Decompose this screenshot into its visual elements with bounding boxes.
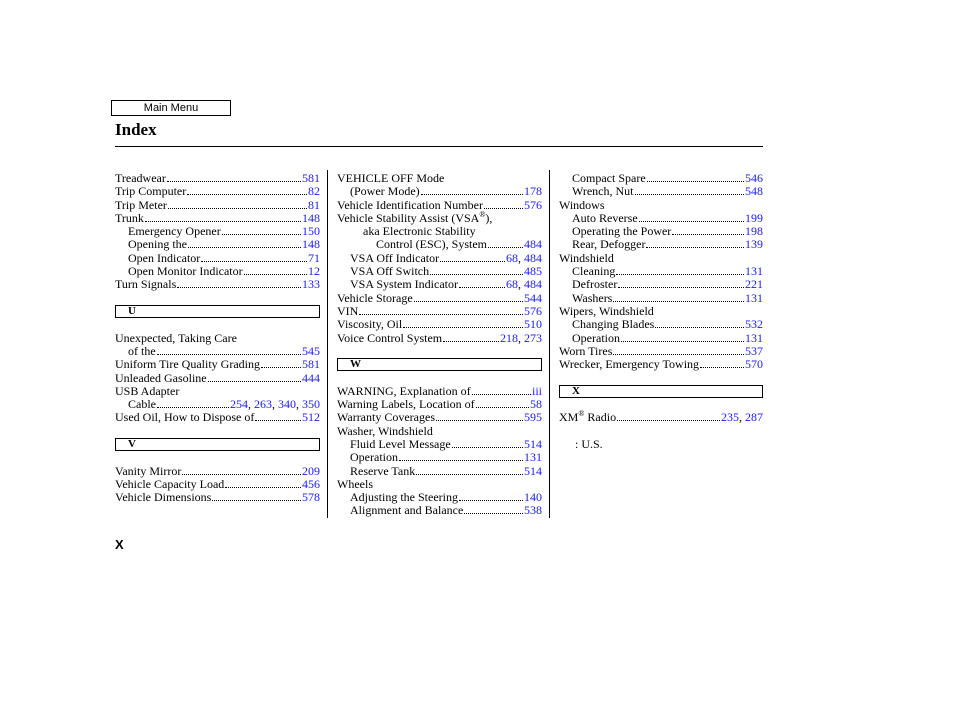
dot-leader xyxy=(436,411,523,421)
entry-text: Open Monitor Indicator xyxy=(128,264,243,278)
dot-leader xyxy=(430,265,523,275)
page-link[interactable]: 484 xyxy=(524,237,542,251)
page-link[interactable]: 570 xyxy=(745,357,763,371)
index-entry-wrench-nut xyxy=(572,185,763,198)
entry-text: Emergency Opener xyxy=(128,224,221,238)
page-link[interactable]: 484 xyxy=(524,251,542,265)
page-link[interactable]: 350 xyxy=(302,397,320,411)
page-link[interactable]: 150 xyxy=(302,224,320,238)
page-link[interactable]: 209 xyxy=(302,464,320,478)
dot-leader xyxy=(484,199,523,209)
dot-leader xyxy=(672,225,744,235)
entry-text: Trunk xyxy=(115,211,144,225)
page-link[interactable]: 576 xyxy=(524,198,542,212)
entry-text: Wipers, Windshield xyxy=(559,304,654,318)
entry-text: Alignment and Balance xyxy=(350,503,464,517)
index-entry-vsa-system-indicator: VSA System Indicator 68, 484 xyxy=(350,277,542,291)
index-entry-xm-radio: XM® Radio 235, 287 xyxy=(559,409,763,424)
column-divider-1 xyxy=(327,170,328,518)
index-entry-wrecker-emergency-towing xyxy=(559,358,763,371)
entry-text: (Power Mode) xyxy=(350,184,420,198)
dot-leader xyxy=(145,212,301,222)
dot-leader xyxy=(440,252,505,262)
page-link[interactable]: 131 xyxy=(745,331,763,345)
entry-text: aka Electronic Stability xyxy=(363,224,476,238)
section-header-u: U xyxy=(115,305,320,318)
dot-leader xyxy=(157,398,229,408)
main-menu-button[interactable]: Main Menu xyxy=(111,100,231,116)
page-link[interactable]: 544 xyxy=(524,291,542,305)
entry-text: of the xyxy=(128,344,156,358)
dot-leader xyxy=(459,278,505,288)
entry-text: VSA Off Indicator xyxy=(350,251,440,265)
entry-text: Operation xyxy=(572,331,620,345)
entry-text: Adjusting the Steering xyxy=(350,490,458,504)
index-entry-vsa-off-indicator: VSA Off Indicator 68, 484 xyxy=(350,251,542,265)
dot-leader xyxy=(459,491,523,501)
entry-text: VSA System Indicator xyxy=(350,277,458,291)
entry-text: Warranty Coverages xyxy=(337,410,435,424)
entry-text: Vehicle Capacity Load xyxy=(115,477,225,491)
entry-text: Used Oil, How to Dispose of xyxy=(115,410,255,424)
page-link[interactable]: 133 xyxy=(302,277,320,291)
entry-text: Washer, Windshield xyxy=(337,424,433,438)
title-divider xyxy=(115,146,763,147)
dot-leader xyxy=(488,238,523,248)
index-entry-defroster xyxy=(572,278,763,291)
section-header-v: V xyxy=(115,438,320,451)
page-link[interactable]: 68 xyxy=(506,251,518,265)
entry-text: Unexpected, Taking Care xyxy=(115,331,237,345)
dot-leader xyxy=(188,238,301,248)
entry-text: Vehicle Stability Assist (VSA®), xyxy=(337,210,493,225)
page-link[interactable]: 548 xyxy=(745,184,763,198)
dot-leader xyxy=(403,318,523,328)
dot-leader xyxy=(177,278,301,288)
dot-leader xyxy=(187,185,307,195)
index-entry-esc-system xyxy=(376,238,542,251)
dot-leader xyxy=(416,465,523,475)
page-link[interactable]: 340 xyxy=(278,397,296,411)
index-entry-power-mode xyxy=(350,185,542,198)
dot-leader xyxy=(157,345,301,355)
entry-text: Viscosity, Oil xyxy=(337,317,403,331)
entry-text: Windows xyxy=(559,198,605,212)
page-link[interactable]: 131 xyxy=(745,264,763,278)
index-entry-washer-operation xyxy=(350,451,542,464)
footnote-us: : U.S. xyxy=(575,437,603,451)
page-link[interactable]: 140 xyxy=(524,490,542,504)
page-link[interactable]: 538 xyxy=(524,503,542,517)
entry-text: Vanity Mirror xyxy=(115,464,182,478)
dot-leader xyxy=(617,411,720,421)
dot-leader xyxy=(452,438,523,448)
dot-leader xyxy=(399,451,523,461)
page-link[interactable]: 263 xyxy=(254,397,272,411)
entry-text: Auto Reverse xyxy=(572,211,638,225)
index-entry-changing-blades xyxy=(572,318,763,331)
page-link[interactable]: 131 xyxy=(745,291,763,305)
dot-leader xyxy=(613,292,744,302)
entry-text: Control (ESC), System xyxy=(376,237,488,251)
page-link[interactable]: 131 xyxy=(524,450,542,464)
dot-leader xyxy=(639,212,744,222)
page-link[interactable]: 514 xyxy=(524,437,542,451)
dot-leader xyxy=(621,332,744,342)
dot-leader xyxy=(421,185,523,195)
index-entry-reserve-tank xyxy=(350,465,542,478)
page-link[interactable]: 546 xyxy=(745,171,763,185)
page-link[interactable]: 595 xyxy=(524,410,542,424)
page-link[interactable]: 178 xyxy=(524,184,542,198)
entry-text: Wrench, Nut xyxy=(572,184,634,198)
entry-text: Compact Spare xyxy=(572,171,646,185)
entry-text: Reserve Tank xyxy=(350,464,416,478)
index-entry-trip-meter xyxy=(115,199,320,212)
index-entry-opening-the xyxy=(128,238,320,251)
entry-text: Washers xyxy=(572,291,613,305)
entry-text: Voice Control System xyxy=(337,331,443,345)
entry-text: WARNING, Explanation of xyxy=(337,384,471,398)
dot-leader xyxy=(618,278,744,288)
page-link[interactable]: 148 xyxy=(302,237,320,251)
dot-leader xyxy=(255,411,301,421)
dot-leader xyxy=(414,292,523,302)
page-link[interactable]: 273 xyxy=(524,331,542,345)
page-link[interactable]: 139 xyxy=(745,237,763,251)
page-link[interactable]: 71 xyxy=(308,251,320,265)
page-link[interactable]: 581 xyxy=(302,171,320,185)
page-link[interactable]: 512 xyxy=(302,410,320,424)
page-link[interactable]: 199 xyxy=(745,211,763,225)
page-link[interactable]: 510 xyxy=(524,317,542,331)
dot-leader xyxy=(212,491,301,501)
entry-text: Operating the Power xyxy=(572,224,672,238)
entry-text: Windshield xyxy=(559,251,614,265)
entry-text: VSA Off Switch xyxy=(350,264,430,278)
dot-leader xyxy=(244,265,307,275)
page-link[interactable]: 82 xyxy=(308,184,320,198)
index-entry-alignment-and-balance xyxy=(350,504,542,517)
page-link[interactable]: 537 xyxy=(745,344,763,358)
page-link[interactable]: 578 xyxy=(302,490,320,504)
entry-text: Worn Tires xyxy=(559,344,613,358)
page-link[interactable]: 12 xyxy=(308,264,320,278)
entry-text: Rear, Defogger xyxy=(572,237,646,251)
dot-leader xyxy=(359,305,523,315)
entry-text: Treadwear xyxy=(115,171,166,185)
page-link[interactable]: 198 xyxy=(745,224,763,238)
entry-text: USB Adapter xyxy=(115,384,180,398)
entry-text: VEHICLE OFF Mode xyxy=(337,171,445,185)
index-entry-used-oil xyxy=(115,411,320,424)
dot-leader xyxy=(476,398,529,408)
entry-text: Trip Meter xyxy=(115,198,167,212)
section-header-w: W xyxy=(337,358,542,371)
entry-text: Trip Computer xyxy=(115,184,187,198)
entry-text: Fluid Level Message xyxy=(350,437,451,451)
entry-text: Vehicle Identification Number xyxy=(337,198,483,212)
entry-text: Operation xyxy=(350,450,398,464)
entry-text: Uniform Tire Quality Grading xyxy=(115,357,260,371)
index-entry-warranty-coverages xyxy=(337,411,542,424)
dot-leader xyxy=(613,345,744,355)
page-link[interactable]: 81 xyxy=(308,198,320,212)
entry-text: Cleaning xyxy=(572,264,616,278)
dot-leader xyxy=(182,465,301,475)
page-link[interactable]: 235 xyxy=(721,410,739,424)
dot-leader xyxy=(201,252,307,262)
entry-text: Defroster xyxy=(572,277,618,291)
page-link[interactable]: 148 xyxy=(302,211,320,225)
page-link[interactable]: 484 xyxy=(524,277,542,291)
page-link[interactable]: 254 xyxy=(230,397,248,411)
entry-text: Turn Signals xyxy=(115,277,177,291)
page-link[interactable]: 485 xyxy=(524,264,542,278)
dot-leader xyxy=(168,199,307,209)
page-link[interactable]: iii xyxy=(531,384,542,398)
entry-text: Vehicle Dimensions xyxy=(115,490,212,504)
column-divider-2 xyxy=(549,170,550,518)
index-entry-turn-signals xyxy=(115,278,320,291)
index-entry-uniform-tire-quality-grading xyxy=(115,358,320,371)
dot-leader xyxy=(646,238,744,248)
page-link[interactable]: 576 xyxy=(524,304,542,318)
page-link[interactable]: 221 xyxy=(745,277,763,291)
index-entry-trip-computer xyxy=(115,185,320,198)
page-section-letter: X xyxy=(115,537,124,552)
entry-text: VIN xyxy=(337,304,359,318)
page-title: Index xyxy=(115,120,157,139)
page-link[interactable]: 581 xyxy=(302,357,320,371)
dot-leader xyxy=(616,265,744,275)
page-link[interactable]: 287 xyxy=(745,410,763,424)
dot-leader xyxy=(443,332,499,342)
index-entry-viscosity-oil xyxy=(337,318,542,331)
entry-text: Changing Blades xyxy=(572,317,655,331)
page-link[interactable]: 218 xyxy=(500,331,518,345)
entry-text: Cable xyxy=(128,397,156,411)
entry-text: Open Indicator xyxy=(128,251,201,265)
dot-leader xyxy=(635,185,745,195)
index-entry-rear-defogger xyxy=(572,238,763,251)
dot-leader xyxy=(208,372,301,382)
dot-leader xyxy=(261,358,301,368)
section-header-x: X xyxy=(559,385,763,398)
entry-text: Warning Labels, Location of xyxy=(337,397,475,411)
index-entry-vehicle-storage xyxy=(337,292,542,305)
entry-text: XM® Radio xyxy=(559,409,617,424)
dot-leader xyxy=(655,318,744,328)
page-link[interactable]: 514 xyxy=(524,464,542,478)
index-entry-voice-control-system: Voice Control System 218, 273 xyxy=(337,331,542,345)
index-entry-vehicle-dimensions xyxy=(115,491,320,504)
index-entry-cable: Cable 254, 263, 340, 350 xyxy=(128,397,320,411)
entry-text: Unleaded Gasoline xyxy=(115,371,207,385)
dot-leader xyxy=(167,172,301,182)
dot-leader xyxy=(225,478,301,488)
page-link[interactable]: 456 xyxy=(302,477,320,491)
entry-text: Vehicle Storage xyxy=(337,291,413,305)
entry-text: Opening the xyxy=(128,237,187,251)
entry-text: Wheels xyxy=(337,477,373,491)
page-link[interactable]: 532 xyxy=(745,317,763,331)
dot-leader xyxy=(222,225,301,235)
page-link[interactable]: 68 xyxy=(506,277,518,291)
page-link[interactable]: 444 xyxy=(302,371,320,385)
page-link[interactable]: 545 xyxy=(302,344,320,358)
dot-leader xyxy=(464,504,523,514)
dot-leader xyxy=(647,172,744,182)
page-link[interactable]: 58 xyxy=(530,397,542,411)
dot-leader xyxy=(700,358,744,368)
entry-text: Wrecker, Emergency Towing xyxy=(559,357,700,371)
dot-leader xyxy=(472,385,531,395)
